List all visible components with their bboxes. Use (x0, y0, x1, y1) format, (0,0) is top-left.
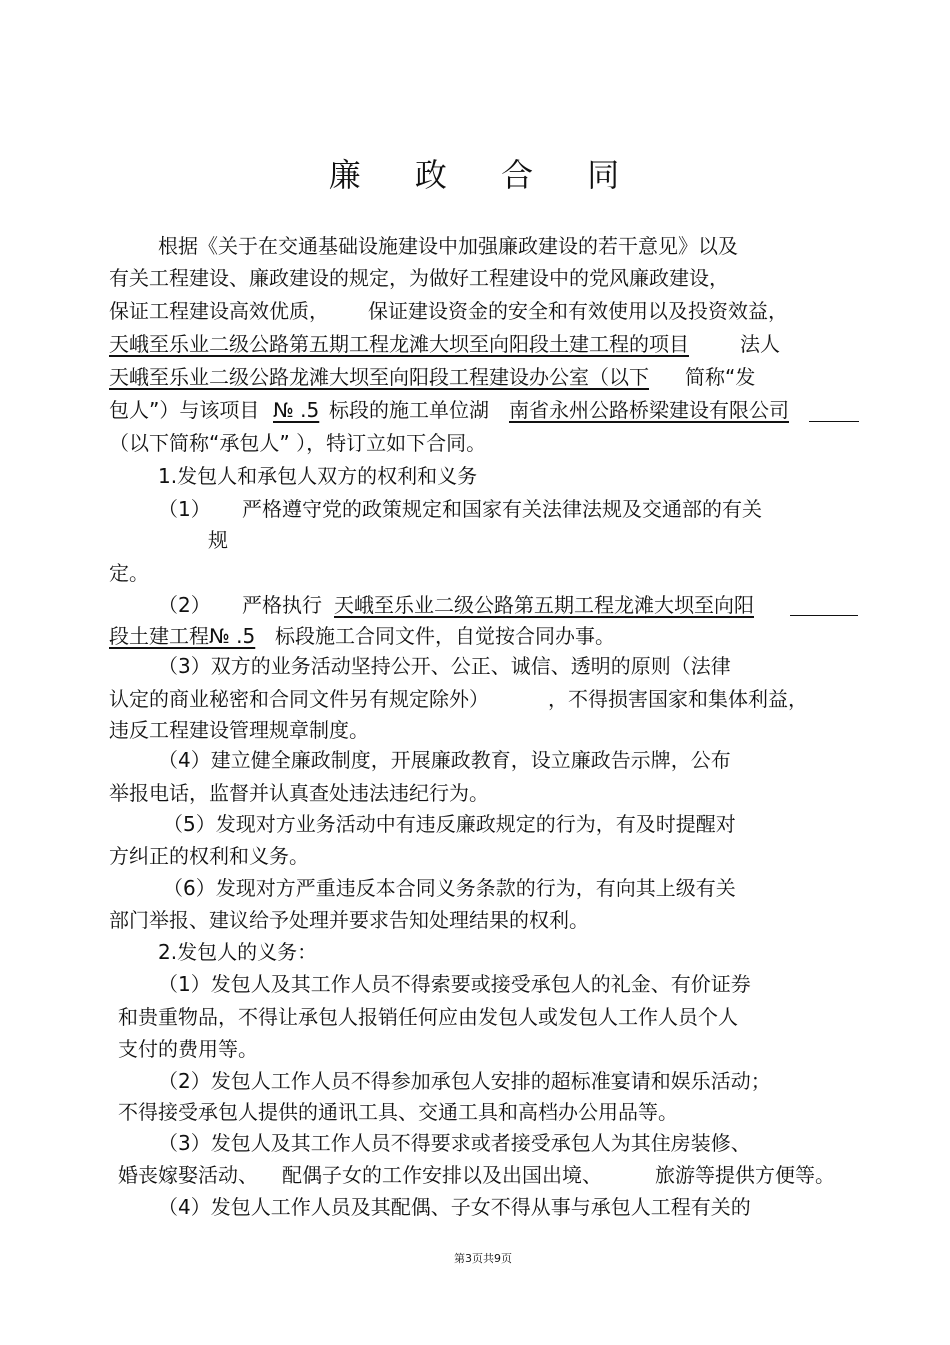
section-heading: 2.发包人的义务： (158, 940, 318, 964)
section-number-underlined: № .5 (273, 398, 320, 422)
paragraph-line: 规 (208, 528, 228, 552)
page-number: 第3页共9页 (454, 1252, 512, 1265)
paragraph-line: 认定的商业秘密和合同文件另有规定除外） (109, 687, 489, 711)
paragraph-line: 根据《关于在交通基础设施建设中加强廉政建设的若干意见》以及 (158, 234, 738, 258)
paragraph-line: 保证工程建设高效优质， (109, 299, 329, 323)
paragraph-line: （3）双方的业务活动坚持公开、公正、诚信、透明的原则（法律 (158, 654, 731, 678)
paragraph-line: 严格执行 (242, 593, 322, 617)
paragraph-line: 标段的施工单位湖 (329, 398, 489, 422)
underline-rule (790, 615, 858, 616)
item-number: （1） (158, 497, 211, 521)
paragraph-line: 包人”）与该项目 (109, 398, 260, 422)
paragraph-line: 旅游等提供方便等。 (655, 1163, 835, 1187)
project-name-underlined: 段土建工程№ .5 (109, 624, 256, 648)
paragraph-line: 有关工程建设、廉政建设的规定，为做好工程建设中的党风廉政建设， (109, 266, 729, 290)
paragraph-line: 严格遵守党的政策规定和国家有关法律法规及交通部的有关 (242, 497, 762, 521)
paragraph-line: （1）发包人及其工作人员不得索要或接受承包人的礼金、有价证券 (158, 972, 751, 996)
paragraph-line: （3）发包人及其工作人员不得要求或者接受承包人为其住房装修、 (158, 1131, 751, 1155)
paragraph-line: 违反工程建设管理规章制度。 (109, 718, 369, 742)
paragraph-line: （2）发包人工作人员不得参加承包人安排的超标准宴请和娱乐活动； (158, 1069, 771, 1093)
paragraph-line: 举报电话，监督并认真查处违法违纪行为。 (109, 781, 489, 805)
paragraph-line: 法人 (740, 332, 780, 356)
paragraph-line: （6）发现对方严重违反本合同义务条款的行为，有向其上级有关 (163, 876, 736, 900)
section-heading: 1.发包人和承包人双方的权利和义务 (158, 464, 478, 488)
paragraph-line: （以下简称“承包人” ），特订立如下合同。 (109, 431, 487, 455)
paragraph-line: 定。 (109, 561, 149, 585)
contractor-name-underlined: 南省永州公路桥梁建设有限公司 (509, 398, 789, 422)
project-name-underlined: 天峨至乐业二级公路第五期工程龙滩大坝至向阳 (334, 593, 754, 617)
paragraph-line: 部门举报、建议给予处理并要求告知处理结果的权利。 (109, 908, 589, 932)
paragraph-line: （5）发现对方业务活动中有违反廉政规定的行为，有及时提醒对 (163, 812, 736, 836)
paragraph-line: 简称“发 (685, 365, 756, 389)
paragraph-line: 支付的费用等。 (118, 1037, 258, 1061)
underline-rule (809, 421, 859, 422)
paragraph-line: （4）建立健全廉政制度，开展廉政教育，设立廉政告示牌，公布 (158, 748, 731, 772)
item-number: （2） (158, 593, 211, 617)
paragraph-line: （4）发包人工作人员及其配偶、子女不得从事与承包人工程有关的 (158, 1195, 751, 1219)
paragraph-line: 标段施工合同文件，自觉按合同办事。 (275, 624, 615, 648)
paragraph-line: 不得接受承包人提供的通讯工具、交通工具和高档办公用品等。 (118, 1100, 678, 1124)
paragraph-line: 婚丧嫁娶活动、 (118, 1163, 258, 1187)
paragraph-line: 方纠正的权利和义务。 (109, 844, 309, 868)
paragraph-line: 保证建设资金的安全和有效使用以及投资效益， (368, 299, 788, 323)
paragraph-line: 和贵重物品，不得让承包人报销任何应由发包人或发包人工作人员个人 (118, 1005, 738, 1029)
paragraph-line: ，不得损害国家和集体利益， (548, 687, 808, 711)
owner-name-underlined: 天峨至乐业二级公路龙滩大坝至向阳段工程建设办公室（以下 (109, 365, 649, 389)
paragraph-line: 配偶子女的工作安排以及出国出境、 (282, 1163, 602, 1187)
contract-title: 廉 政 合 同 (328, 156, 642, 194)
project-name-underlined: 天峨至乐业二级公路第五期工程龙滩大坝至向阳段土建工程的项目 (109, 332, 689, 356)
